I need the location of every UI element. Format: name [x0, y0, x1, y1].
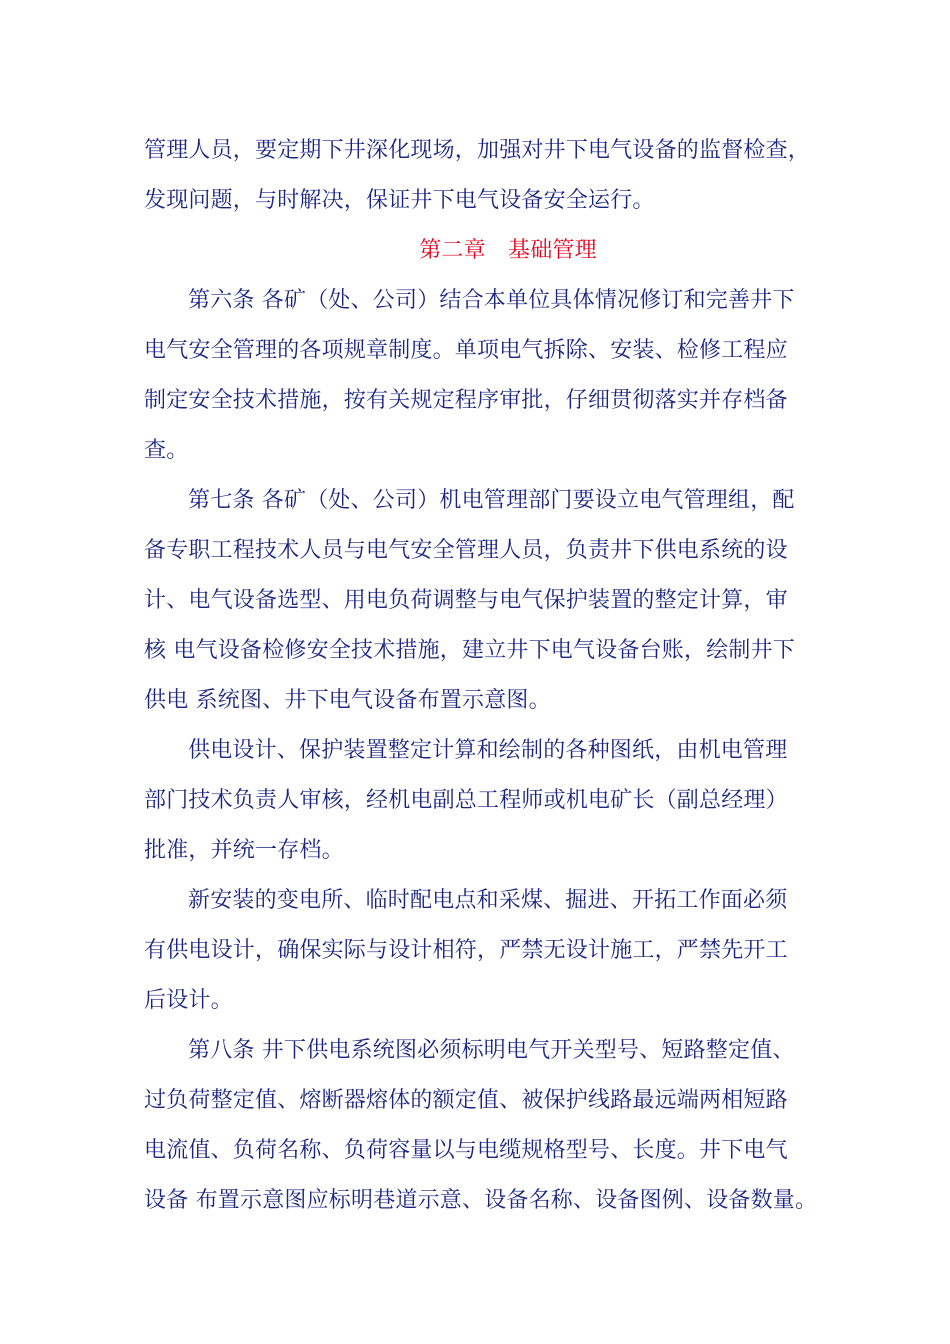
new-install-paragraph-line: 新安装的变电所、临时配电点和采煤、掘进、开拓工作面必须 [188, 888, 788, 913]
article-6-line: 制定安全技术措施，按有关规定程序审批，仔细贯彻落实并存档备 [144, 388, 788, 413]
article-6-line: 第六条 各矿（处、公司）结合本单位具体情况修订和完善井下 [188, 288, 795, 313]
article-7-line: 核 电气设备检修安全技术措施，建立井下电气设备台账，绘制井下 [144, 638, 795, 663]
intro-line: 发现问题，与时解决，保证井下电气设备安全运行。 [144, 188, 655, 213]
article-8-line: 过负荷整定值、熔断器熔体的额定值、被保护线路最远端两相短路 [144, 1088, 788, 1113]
document-body [144, 126, 818, 1226]
design-paragraph-line: 批准，并统一存档。 [144, 838, 344, 863]
new-install-paragraph-line: 后设计。 [144, 988, 233, 1013]
chapter-heading: 第二章 基础管理 [419, 238, 597, 263]
article-6-line: 电气安全管理的各项规章制度。单项电气拆除、安装、检修工程应 [144, 338, 788, 363]
design-paragraph-line: 供电设计、保护装置整定计算和绘制的各种图纸，由机电管理 [188, 738, 788, 763]
article-7-line: 第七条 各矿（处、公司）机电管理部门要设立电气管理组，配 [188, 488, 795, 513]
article-7-line: 计、电气设备选型、用电负荷调整与电气保护装置的整定计算，审 [144, 588, 788, 613]
article-8-line: 电流值、负荷名称、负荷容量以与电缆规格型号、长度。井下电气 [144, 1138, 788, 1163]
article-8-line: 第八条 井下供电系统图必须标明电气开关型号、短路整定值、 [188, 1038, 795, 1063]
article-8-line: 设备 布置示意图应标明巷道示意、设备名称、设备图例、设备数量。 [144, 1188, 818, 1213]
article-6-line: 查。 [144, 438, 189, 463]
intro-line: 管理人员，要定期下井深化现场，加强对井下电气设备的监督检查， [144, 138, 811, 163]
new-install-paragraph-line: 有供电设计，确保实际与设计相符，严禁无设计施工，严禁先开工 [144, 938, 788, 963]
article-7-line: 供电 系统图、井下电气设备布置示意图。 [144, 688, 551, 713]
design-paragraph-line: 部门技术负责人审核，经机电副总工程师或机电矿长（副总经理） [144, 788, 788, 813]
article-7-line: 备专职工程技术人员与电气安全管理人员，负责井下供电系统的设 [144, 538, 788, 563]
